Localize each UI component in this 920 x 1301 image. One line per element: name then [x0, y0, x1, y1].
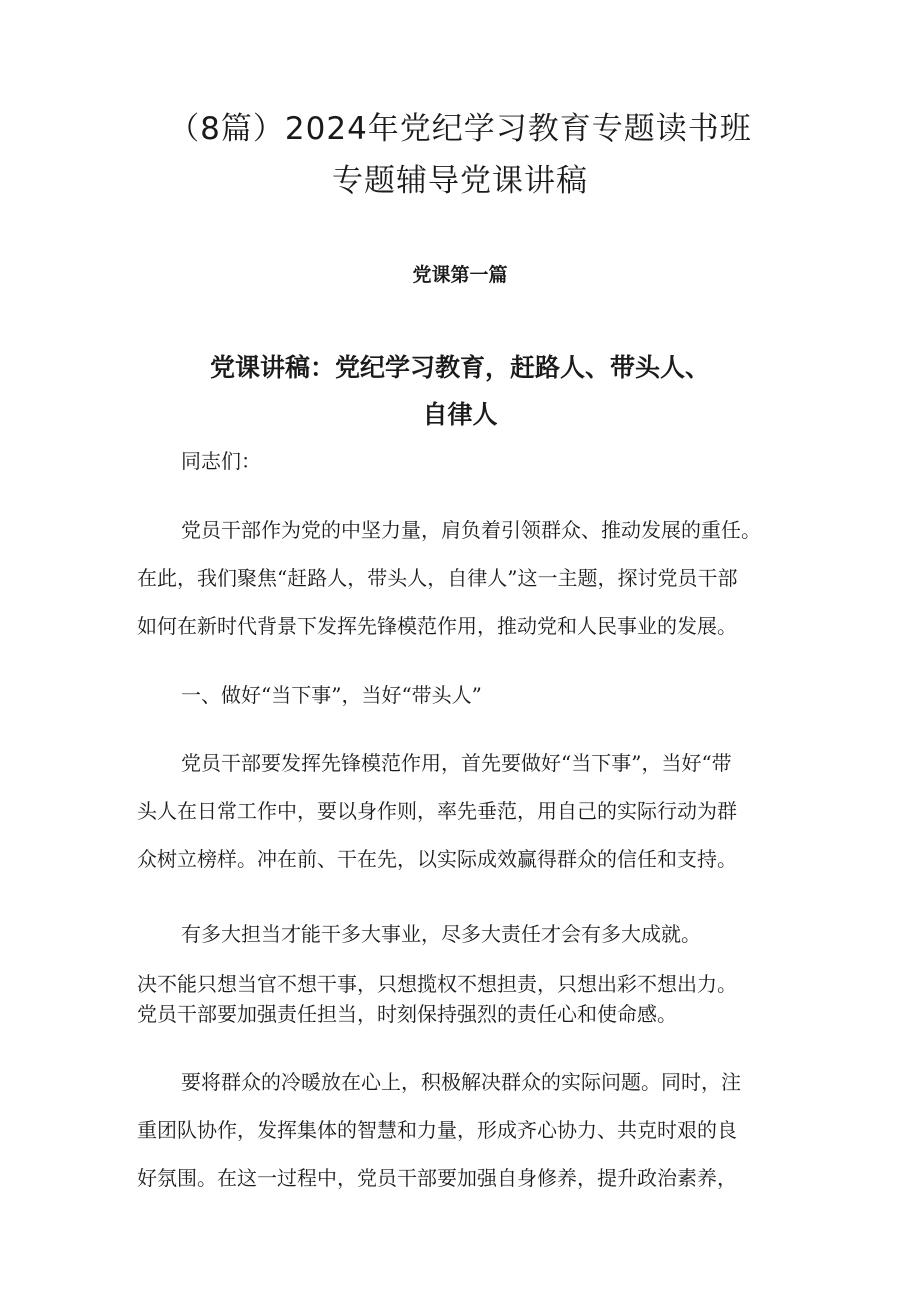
paragraph-4-line-3: 好氛围。在这一过程中，党员干部要加强自身修养，提升政治素养， [137, 1166, 737, 1190]
paragraph-2-line-3: 众树立榜样。冲在前、干在先，以实际成效赢得群众的信任和支持。 [137, 847, 737, 871]
section-label: 党课第一篇 [412, 264, 508, 286]
document-title-line-2: 专题辅导党课讲稿 [332, 163, 588, 199]
paragraph-4-line-1: 要将群众的冷暖放在心上，积极解决群众的实际问题。同时，注 [181, 1070, 741, 1094]
intro-paragraph-line-3: 如何在新时代背景下发挥先锋模范作用，推动党和人民事业的发展。 [137, 614, 737, 638]
paragraph-3-line-3: 党员干部要加强责任担当，时刻保持强烈的责任心和使命感。 [137, 1002, 677, 1026]
section-heading-1: 一、做好“当下事”，当好“带头人” [181, 683, 482, 707]
paragraph-3-line-2: 决不能只想当官不想干事，只想揽权不想担责，只想出彩不想出力。 [137, 972, 737, 996]
lecture-title-line-2: 自律人 [422, 399, 498, 429]
intro-paragraph-line-1: 党员干部作为党的中坚力量，肩负着引领群众、推动发展的重任。 [181, 518, 761, 542]
paragraph-2-line-2: 头人在日常工作中，要以身作则，率先垂范，用自己的实际行动为群 [137, 799, 737, 823]
document-title-line-1: （8篇）2024年党纪学习教育专题读书班 [168, 111, 752, 147]
paragraph-4-line-2: 重团队协作，发挥集体的智慧和力量，形成齐心协力、共克时艰的良 [137, 1118, 737, 1142]
lecture-title-line-1: 党课讲稿：党纪学习教育，赶路人、带头人、 [209, 352, 710, 382]
salutation: 同志们： [181, 449, 261, 473]
intro-paragraph-line-2: 在此，我们聚焦“赶路人，带头人，自律人”这一主题，探讨党员干部 [137, 566, 738, 590]
paragraph-2-line-1: 党员干部要发挥先锋模范作用，首先要做好“当下事”，当好“带 [181, 751, 732, 775]
paragraph-3-line-1: 有多大担当才能干多大事业，尽多大责任才会有多大成就。 [181, 922, 701, 946]
